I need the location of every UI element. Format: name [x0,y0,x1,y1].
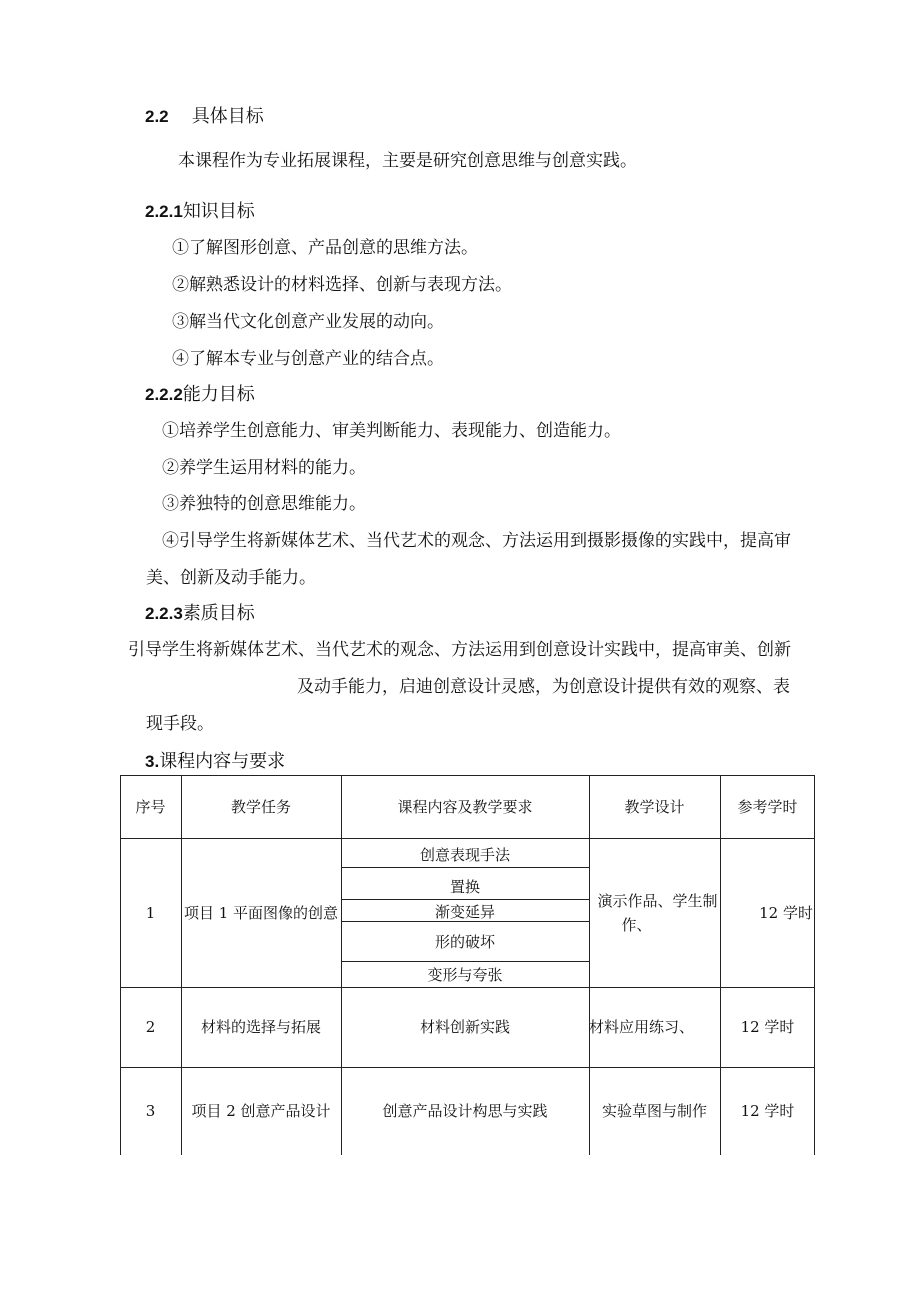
row1-content-2: 置换 [449,878,480,896]
header-task: 教学任务 [230,797,291,816]
row1-task: 项目 1 平面图像的创意 [183,903,339,922]
heading-number: 2.2.2 [145,385,183,404]
row2-design: 材料应用练习、 [589,1018,695,1036]
heading-title: 具体目标 [191,106,264,127]
row3-task: 项目 2 创意产品设计 [191,1102,331,1120]
heading-title: 素质目标 [182,603,255,624]
row1-design [589,838,720,987]
row3-content: 创意产品设计构思与实践 [382,1102,548,1120]
header-content: 课程内容及教学要求 [397,797,533,816]
row2-task: 材料的选择与拓展 [200,1018,321,1036]
header-hours: 参考学时 [737,797,798,816]
heading-number: 2.2.3 [145,604,183,623]
row1-hours: 12 学时 [759,903,813,922]
row1-content-4: 形的破坏 [434,933,495,951]
list-item: ③养独特的创意思维能力。 [162,494,366,514]
list-item: ②养学生运用材料的能力。 [162,458,366,478]
row2-content: 材料创新实践 [419,1018,510,1036]
list-item: ④了解本专业与创意产业的结合点。 [172,349,444,369]
heading-number: 3. [145,752,160,771]
paragraph-line: 及动手能力，启迪创意设计灵感，为创意设计提供有效的观察、表 [297,677,790,697]
header-design: 教学设计 [624,797,685,816]
heading-number: 2.2 [145,107,169,126]
list-item: ①了解图形创意、产品创意的思维方法。 [172,238,478,258]
heading-2-2-2 [145,383,255,407]
heading-title: 课程内容与要求 [159,751,286,772]
header-no: 序号 [135,797,166,816]
heading-3 [145,750,285,774]
row1-design-line1: 演示作品、学生制 [597,891,718,910]
list-item-continuation: 美、创新及动手能力。 [146,568,316,588]
heading-2-2-1 [145,200,255,224]
heading-2-2 [145,105,264,129]
row1-no: 1 [145,903,156,922]
row1-content-5: 变形与夸张 [427,966,503,984]
row1-design-line2: 作、 [621,915,652,934]
list-item: ④引导学生将新媒体艺术、当代艺术的观念、方法运用到摄影摄像的实践中，提高审 [162,531,791,551]
course-content-table [120,775,815,1155]
heading-title: 能力目标 [182,384,255,405]
list-item: ③解当代文化创意产业发展的动向。 [172,312,444,332]
row2-no: 2 [145,1018,156,1036]
paragraph-line: 引导学生将新媒体艺术、当代艺术的观念、方法运用到创意设计实践中，提高审美、创新 [128,640,791,660]
heading-2-2-3 [145,602,255,626]
row3-design: 实验草图与制作 [601,1102,707,1120]
row3-no: 3 [145,1102,156,1120]
heading-title: 知识目标 [182,201,255,222]
intro-paragraph: 本课程作为专业拓展课程，主要是研究创意思维与创意实践。 [178,151,637,171]
row2-hours: 12 学时 [740,1018,795,1036]
paragraph-line: 现手段。 [146,714,214,734]
row3-hours: 12 学时 [740,1102,795,1120]
row1-content-3: 渐变延异 [434,903,495,921]
heading-number: 2.2.1 [145,202,183,221]
row1-content-1: 创意表现手法 [419,846,510,864]
list-item: ①培养学生创意能力、审美判断能力、表现能力、创造能力。 [162,421,621,441]
list-item: ②解熟悉设计的材料选择、创新与表现方法。 [172,275,512,295]
